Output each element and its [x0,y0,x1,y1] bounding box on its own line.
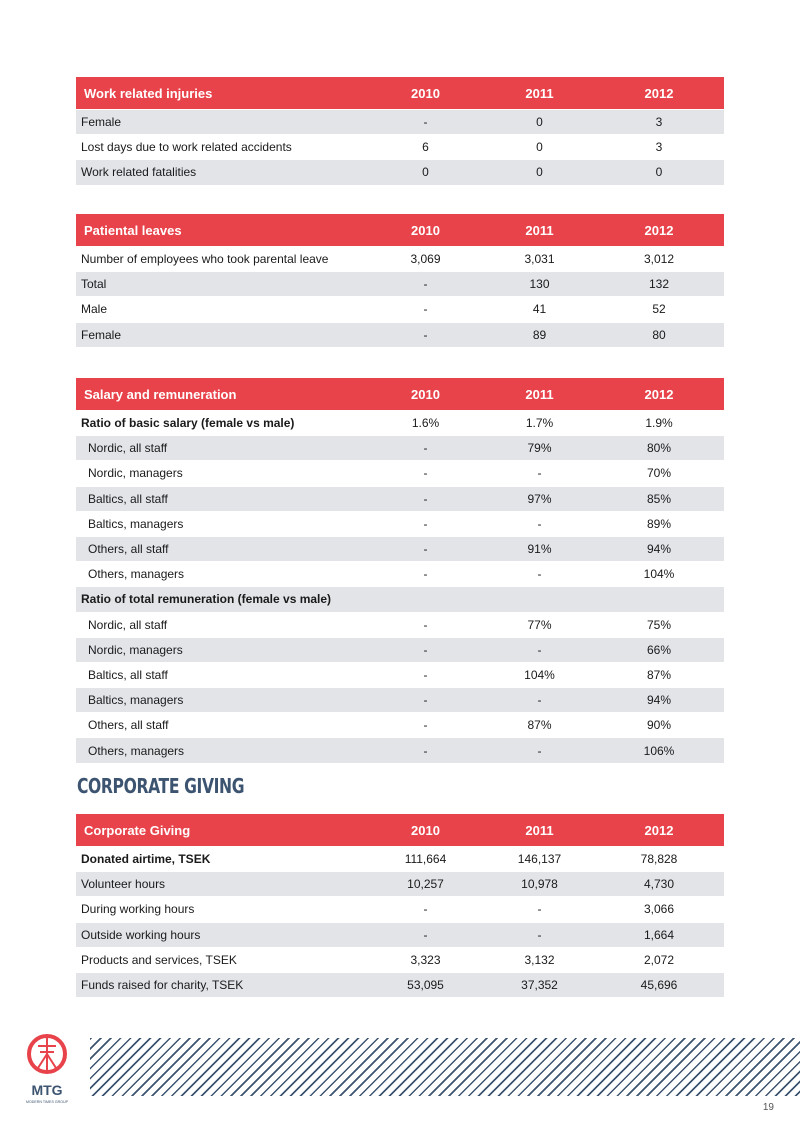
value-2012: 4,730 [594,872,724,897]
value-2012: 1,664 [594,922,724,947]
row-label: Total [76,272,366,297]
value-2012: 0 [594,160,724,185]
value-2010: - [366,272,485,297]
value-2012: 3 [594,135,724,160]
work-injuries-table [76,77,724,185]
row-label: Others, all staff [76,536,366,561]
value-2010: - [366,322,485,347]
row-label: Nordic, managers [76,637,366,662]
value-2010: - [366,461,485,486]
year-header-2011: 2011 [485,77,594,110]
table-row [76,847,724,872]
value-2012: 70% [594,461,724,486]
value-2011: - [485,562,594,587]
value-2011: - [485,688,594,713]
value-2011: 104% [485,662,594,687]
year-header-2010: 2010 [366,378,485,411]
value-2011: 37,352 [485,972,594,997]
value-2012: 80% [594,436,724,461]
table-row [76,160,724,185]
value-2011: 3,132 [485,947,594,972]
value-2011: - [485,897,594,922]
value-2011 [485,587,594,612]
logo-tagline: MODERN TIMES GROUP [25,1100,69,1104]
value-2010: 3,323 [366,947,485,972]
value-2010: - [366,922,485,947]
value-2012: 75% [594,612,724,637]
row-label: Lost days due to work related accidents [76,135,366,160]
value-2011: - [485,511,594,536]
value-2011: 77% [485,612,594,637]
value-2010: - [366,536,485,561]
value-2011: 0 [485,160,594,185]
value-2011: 3,031 [485,247,594,272]
table-row [76,922,724,947]
table-row [76,272,724,297]
table-header [76,77,724,110]
table-header [76,814,724,847]
value-2012: 45,696 [594,972,724,997]
row-label: Male [76,297,366,322]
table-row [76,110,724,135]
table-row [76,972,724,997]
table-row [76,637,724,662]
diagonal-stripes-decoration [90,1038,800,1096]
row-label: Volunteer hours [76,872,366,897]
value-2012: 87% [594,662,724,687]
row-label: Outside working hours [76,922,366,947]
value-2012: 94% [594,688,724,713]
row-label: Ratio of basic salary (female vs male) [76,411,366,436]
table-row [76,135,724,160]
table-header [76,378,724,411]
table-row [76,897,724,922]
year-header-2011: 2011 [485,214,594,247]
value-2010: - [366,738,485,763]
value-2011: 41 [485,297,594,322]
logo-text: MTG [31,1082,63,1098]
table-row [76,247,724,272]
value-2010: - [366,297,485,322]
value-2010: 111,664 [366,847,485,872]
table-row [76,612,724,637]
value-2010: - [366,662,485,687]
table-row [76,486,724,511]
mtg-tower-logo-icon [18,1032,76,1106]
year-header-2010: 2010 [366,77,485,110]
year-header-2012: 2012 [594,378,724,411]
value-2012: 104% [594,562,724,587]
value-2011: 0 [485,110,594,135]
year-header-2010: 2010 [366,814,485,847]
table-title: Corporate Giving [76,814,366,847]
value-2010: - [366,436,485,461]
value-2010: - [366,713,485,738]
table-row [76,411,724,436]
value-2012: 132 [594,272,724,297]
value-2012: 106% [594,738,724,763]
value-2010: - [366,486,485,511]
value-2011: - [485,461,594,486]
row-label: Nordic, all staff [76,436,366,461]
value-2011: 1.7% [485,411,594,436]
value-2010: - [366,511,485,536]
value-2011: - [485,637,594,662]
table-row [76,322,724,347]
value-2012: 3,066 [594,897,724,922]
value-2011: 91% [485,536,594,561]
value-2011: 10,978 [485,872,594,897]
value-2010: - [366,688,485,713]
table-row [76,688,724,713]
value-2011: 130 [485,272,594,297]
year-header-2010: 2010 [366,214,485,247]
value-2010: 6 [366,135,485,160]
row-label: Ratio of total remuneration (female vs male) [76,587,366,612]
table-row [76,587,724,612]
row-label: Others, all staff [76,713,366,738]
table-title: Patiental leaves [76,214,366,247]
table-row [76,511,724,536]
value-2012: 85% [594,486,724,511]
row-label: Work related fatalities [76,160,366,185]
value-2012: 90% [594,713,724,738]
table-row [76,562,724,587]
value-2010: 1.6% [366,411,485,436]
row-label: Nordic, all staff [76,612,366,637]
value-2011: 79% [485,436,594,461]
value-2012: 2,072 [594,947,724,972]
table-row [76,297,724,322]
row-label: Products and services, TSEK [76,947,366,972]
year-header-2011: 2011 [485,814,594,847]
value-2012 [594,587,724,612]
value-2011: 87% [485,713,594,738]
value-2010: - [366,612,485,637]
table-row [76,436,724,461]
corporate-giving-table [76,814,724,997]
value-2010 [366,587,485,612]
value-2010: - [366,637,485,662]
table-row [76,461,724,486]
year-header-2012: 2012 [594,77,724,110]
table-row [76,872,724,897]
year-header-2012: 2012 [594,814,724,847]
value-2012: 1.9% [594,411,724,436]
row-label: Donated airtime, TSEK [76,847,366,872]
row-label: Female [76,322,366,347]
table-title: Work related injuries [76,77,366,110]
row-label: Baltics, all staff [76,486,366,511]
row-label: Funds raised for charity, TSEK [76,972,366,997]
value-2011: 0 [485,135,594,160]
value-2012: 3,012 [594,247,724,272]
value-2011: 97% [485,486,594,511]
value-2010: 10,257 [366,872,485,897]
year-header-2012: 2012 [594,214,724,247]
value-2011: 146,137 [485,847,594,872]
section-heading: CORPORATE GIVING [77,774,245,798]
value-2011: 89 [485,322,594,347]
row-label: Baltics, all staff [76,662,366,687]
value-2010: 0 [366,160,485,185]
table-row [76,713,724,738]
table-row [76,738,724,763]
value-2010: - [366,110,485,135]
table-row [76,536,724,561]
table-header [76,214,724,247]
row-label: Female [76,110,366,135]
table-title: Salary and remuneration [76,378,366,411]
value-2010: - [366,562,485,587]
row-label: Nordic, managers [76,461,366,486]
value-2011: - [485,922,594,947]
table-row [76,947,724,972]
mtg-logo [18,1032,76,1106]
row-label: Baltics, managers [76,511,366,536]
value-2012: 3 [594,110,724,135]
value-2010: 53,095 [366,972,485,997]
row-label: Others, managers [76,562,366,587]
value-2011: - [485,738,594,763]
value-2010: 3,069 [366,247,485,272]
row-label: Baltics, managers [76,688,366,713]
row-label: Others, managers [76,738,366,763]
table-row [76,662,724,687]
row-label: Number of employees who took parental leave [76,247,366,272]
year-header-2011: 2011 [485,378,594,411]
row-label: During working hours [76,897,366,922]
value-2012: 78,828 [594,847,724,872]
value-2012: 66% [594,637,724,662]
value-2010: - [366,897,485,922]
value-2012: 80 [594,322,724,347]
parental-leaves-table [76,214,724,347]
value-2012: 94% [594,536,724,561]
value-2012: 89% [594,511,724,536]
page-number: 19 [762,1102,774,1113]
salary-remuneration-table [76,378,724,763]
value-2012: 52 [594,297,724,322]
